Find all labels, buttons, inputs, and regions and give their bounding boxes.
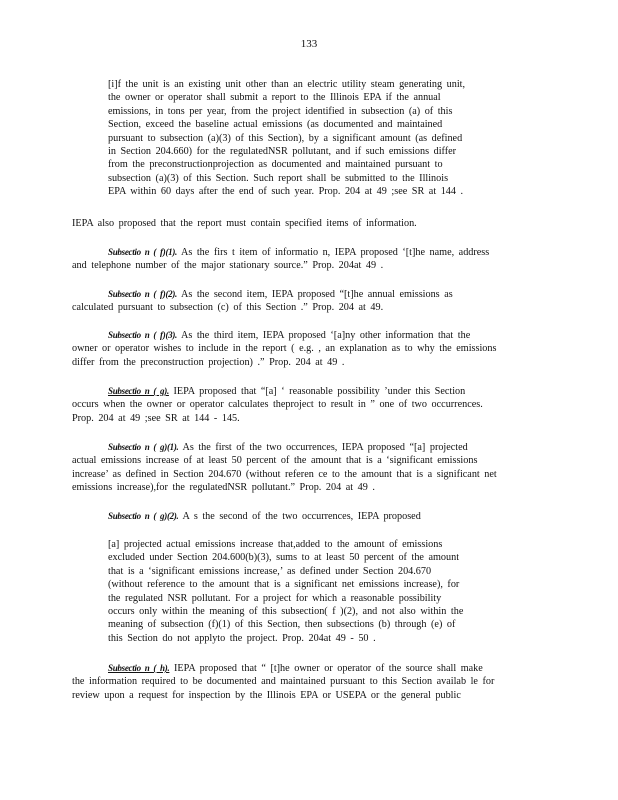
quote-line: [i]f the unit is an existing unit other than an electric utility steam generating unit, [108,79,466,90]
block-quote-2 [108,538,496,645]
quote-line: (without reference to the amount that is a significant net emissions increase), for [108,579,460,591]
quote-line: emissions, in tons per year, from the project identified in subsection (a) of this [108,105,453,117]
quote-line: [a] projected actual emissions increase that,added to the amount of emissions [108,539,443,550]
paragraph-line: As the second item, IEPA proposed “[t]he annual emissions as [177,289,453,300]
paragraph-line: the information required to be documented and maintained pursuant to this Section availab le for [72,676,495,688]
paragraph-subsection-f2 [72,288,534,315]
paragraph-line: increase’ as defined in Section 204.670 (without referen ce to the amount that is a significant net [72,468,497,480]
subsection-label: Subsectio n ( g)(1). [108,442,179,452]
paragraph-line: As the firs t item of informatio n, IEPA proposed ‘[t]he name, address [177,247,490,258]
paragraph-line: IEPA proposed that “[a] ‘ reasonable possibility ’under this Section [168,386,466,397]
quote-line: pursuant to subsection (a)(3) of this Section), by a significant amount (as defined [108,132,463,144]
paragraph-line: differ from the preconstruction projection) .” Prop. 204 at 49 . [72,356,345,368]
paragraph-line: Prop. 204 at 49 ;see SR at 144 - 145. [72,412,240,424]
paragraph-subsection-g2 [72,510,534,523]
paragraph-subsection-f3 [72,329,534,369]
quote-line: from the preconstructionprojection as documented and maintained pursuant to [108,159,443,171]
page-number: 133 [300,38,318,50]
quote-line: Section, exceed the baseline actual emissions (as documented and maintained [108,119,443,131]
paragraph-line: occurs when the owner or operator calculates theproject to result in ” one of two occurrences. [72,399,483,411]
paragraph-line: A s the second of the two occurrences, IEPA proposed [178,511,421,522]
quote-line: this Section do not applyto the project. Prop. 204at 49 - 50 . [108,632,376,644]
subsection-label: Subsectio n ( h). [108,663,170,673]
paragraph-line: and telephone number of the major stationary source.” Prop. 204at 49 . [72,260,384,272]
paragraph-line: IEPA proposed that “ [t]he owner or operator of the source shall make [169,663,483,674]
subsection-label: Subsectio n ( g). [108,386,169,396]
quote-line: that is a ‘significant emissions increase,’ as defined under Section 204.670 [108,565,432,577]
quote-line: the regulated NSR pollutant. For a project for which a reasonable possibility [108,592,442,604]
paragraph-subsection-g [72,385,534,425]
quote-line: meaning of subsection (f)(1) of this Section, then subsections (b) through (e) of [108,619,456,631]
paragraph-line: calculated pursuant to subsection (c) of this Section .” Prop. 204 at 49. [72,302,384,314]
subsection-label: Subsectio n ( g)(2). [108,511,179,521]
subsection-label: Subsectio n ( f)(3). [108,330,177,340]
quote-line: excluded under Section 204.600(b)(3), sums to at least 50 percent of the amount [108,552,460,564]
quote-line: EPA within 60 days after the end of such year. Prop. 204 at 49 ;see SR at 144 . [108,186,464,198]
paragraph-subsection-f1 [72,246,534,273]
block-quote-1 [108,78,496,199]
quote-line: subsection (a)(3) of this Section. Such report shall be submitted to the Illinois [108,172,449,184]
paragraph-report-contents [72,217,534,230]
paragraph-subsection-h [72,662,534,702]
paragraph-line: actual emissions increase of at least 50 percent of the amount that is a ‘significant emissions [72,455,478,467]
paragraph-line: As the first of the two occurrences, IEPA proposed “[a] projected [178,442,468,453]
paragraph-subsection-g1 [72,441,534,495]
paragraph-line: owner or operator wishes to include in the report ( e.g. , an explanation as to why the emissions [72,343,497,355]
paragraph-line: IEPA also proposed that the report must contain specified items of information. [72,218,417,229]
quote-line: the owner or operator shall submit a report to the Illinois EPA if the annual [108,92,441,104]
paragraph-line: emissions increase),for the regulatedNSR pollutant.” Prop. 204 at 49 . [72,482,375,494]
subsection-label: Subsectio n ( f)(1). [108,247,177,257]
paragraph-line: review upon a request for inspection by the Illinois EPA or USEPA or the general public [72,689,461,701]
quote-line: in Section 204.660) for the regulatedNSR pollutant, and if such emissions differ [108,146,457,158]
quote-line: occurs only within the meaning of this subsection( f )(2), and not also within the [108,606,464,618]
subsection-label: Subsectio n ( f)(2). [108,289,177,299]
paragraph-line: As the third item, IEPA proposed ‘[a]ny other information that the [177,330,471,341]
